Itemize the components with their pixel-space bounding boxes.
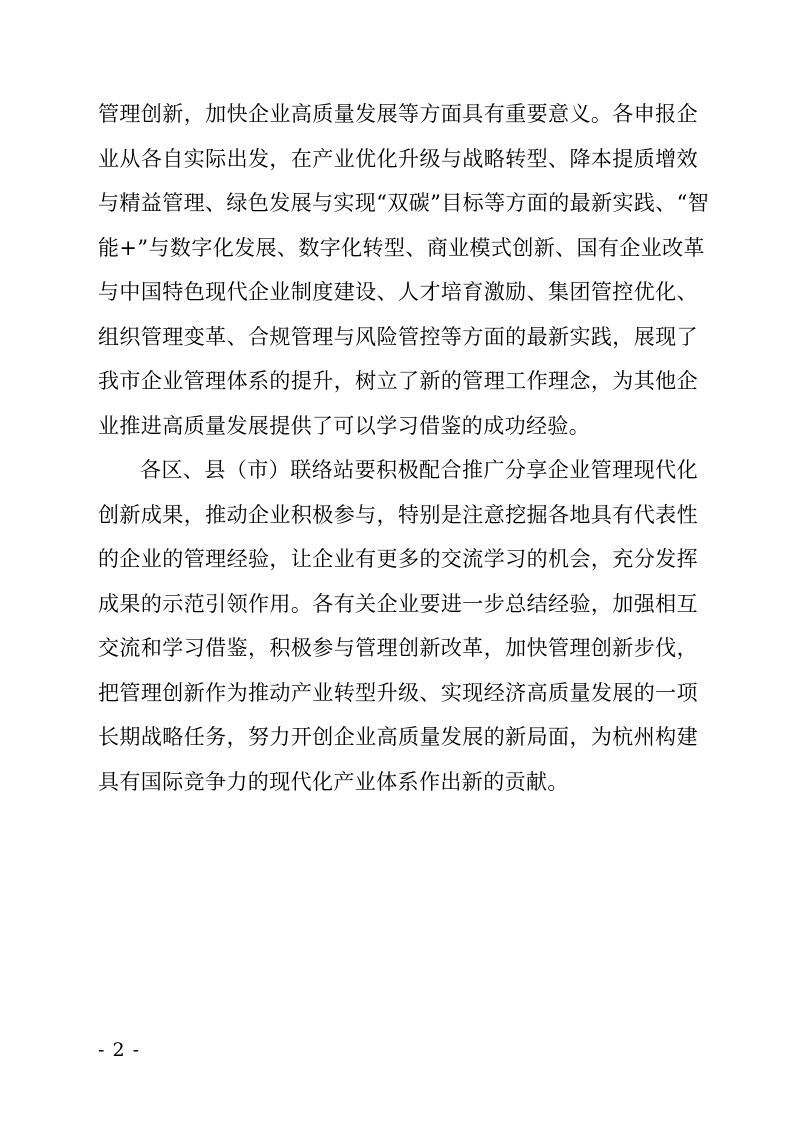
text-line: 管理创新，加快企业高质量发展等方面具有重要意义。各申报企 (98, 102, 698, 126)
text-line: 成果的示范引领作用。各有关企业要进一步总结经验，加强相互 (98, 591, 698, 616)
text-line: 能+”与数字化发展、数字化转型、商业模式创新、国有企业改革 (98, 235, 705, 260)
document-body (98, 92, 710, 804)
text-line: 组织管理变革、合规管理与风险管控等方面的最新实践，展现了 (98, 324, 698, 349)
text-line: 交流和学习借鉴，积极参与管理创新改革，加快管理创新步伐， (98, 636, 698, 660)
text-line: 把管理创新作为推动产业转型升级、实现经济高质量发展的一项 (98, 680, 698, 705)
text-line: 长期战略任务，努力开创企业高质量发展的新局面，为杭州构建 (98, 725, 698, 749)
text-line: 创新成果，推动企业积极参与，特别是注意挖掘各地具有代表性 (98, 502, 698, 527)
paragraph-1 (98, 92, 710, 448)
page-number: - 2 - (98, 1039, 141, 1061)
text-line: 业从各自实际出发，在产业优化升级与战略转型、降本提质增效 (98, 146, 698, 171)
text-line: 业推进高质量发展提供了可以学习借鉴的成功经验。 (98, 413, 591, 438)
text-line: 具有国际竞争力的现代化产业体系作出新的贡献。 (98, 769, 569, 794)
text-line: 与中国特色现代企业制度建设、人才培育激励、集团管控优化、 (98, 280, 698, 304)
paragraph-2 (98, 448, 698, 804)
text-line: 与精益管理、绿色发展与实现“双碳”目标等方面的最新实践、“智 (98, 191, 710, 215)
text-line: 的企业的管理经验，让企业有更多的交流学习的机会，充分发挥 (98, 547, 698, 571)
text-line: 我市企业管理体系的提升，树立了新的管理工作理念，为其他企 (98, 369, 698, 393)
text-line: 各区、县（市）联络站要积极配合推广分享企业管理现代化 (140, 458, 698, 482)
